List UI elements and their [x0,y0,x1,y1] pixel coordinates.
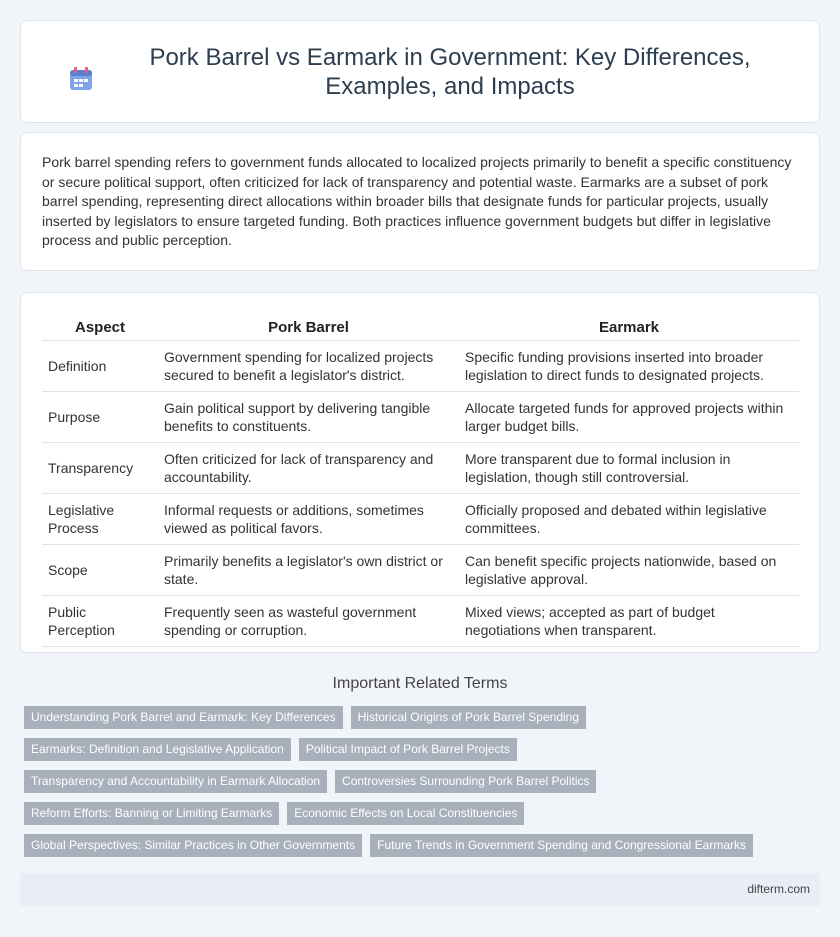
related-term-tag[interactable]: Historical Origins of Pork Barrel Spending [351,706,586,729]
table-row [42,545,799,596]
earmark-cell: Can benefit specific projects nationwide, based on legislative approval. [459,545,799,596]
related-term-tag[interactable]: Global Perspectives: Similar Practices in Other Governments [24,834,362,857]
header-earmark: Earmark [459,313,799,341]
related-terms-list [24,706,814,866]
pork-barrel-cell: Primarily benefits a legislator's own district or state. [158,545,459,596]
table-row [42,392,799,443]
pork-barrel-cell: Informal requests or additions, sometimes viewed as political favors. [158,494,459,545]
table-row [42,596,799,647]
aspect-cell: Public Perception [42,596,158,647]
tag-row [24,834,814,857]
related-term-tag[interactable]: Earmarks: Definition and Legislative Application [24,738,291,761]
aspect-cell: Scope [42,545,158,596]
comparison-table [42,313,799,647]
header-pork-barrel: Pork Barrel [158,313,459,341]
related-term-tag[interactable]: Political Impact of Pork Barrel Projects [299,738,517,761]
related-term-tag[interactable]: Understanding Pork Barrel and Earmark: Key Differences [24,706,343,729]
table-header-row [42,313,799,341]
aspect-cell: Transparency [42,443,158,494]
footer-site-link[interactable]: difterm.com [747,882,810,896]
related-terms-heading: Important Related Terms [332,675,508,692]
pork-barrel-cell: Government spending for localized projects secured to benefit a legislator's district. [158,341,459,392]
related-term-tag[interactable]: Controversies Surrounding Pork Barrel Politics [335,770,596,793]
earmark-cell: More transparent due to formal inclusion in legislation, though still controversial. [459,443,799,494]
aspect-cell: Definition [42,341,158,392]
tag-row [24,706,814,729]
earmark-cell: Specific funding provisions inserted into broader legislation to direct funds to designated projects. [459,341,799,392]
footer [20,873,820,906]
earmark-cell: Officially proposed and debated within legislative committees. [459,494,799,545]
page-title: Pork Barrel vs Earmark in Government: Key Differences, Examples, and Impacts [149,44,751,100]
related-term-tag[interactable]: Reform Efforts: Banning or Limiting Earmarks [24,802,279,825]
table-row [42,341,799,392]
related-term-tag[interactable]: Future Trends in Government Spending and Congressional Earmarks [370,834,753,857]
earmark-cell: Mixed views; accepted as part of budget negotiations when transparent. [459,596,799,647]
table-row [42,443,799,494]
table-row [42,494,799,545]
aspect-cell: Purpose [42,392,158,443]
header-aspect: Aspect [42,313,158,341]
comparison-card [20,292,820,653]
pork-barrel-cell: Often criticized for lack of transparency and accountability. [158,443,459,494]
pork-barrel-cell: Gain political support by delivering tangible benefits to constituents. [158,392,459,443]
title-card [20,20,820,123]
related-term-tag[interactable]: Economic Effects on Local Constituencies [287,802,524,825]
tag-row [24,738,814,761]
aspect-cell: Legislative Process [42,494,158,545]
tag-row [24,802,814,825]
earmark-cell: Allocate targeted funds for approved projects within larger budget bills. [459,392,799,443]
intro-card [20,132,820,271]
tag-row [24,770,814,793]
intro-paragraph: Pork barrel spending refers to government funds allocated to localized projects primarily to benefit a specific constituency or secure political support, often criticized for lack of transparency and potential waste. Earmarks are a subset of pork barrel spending, representing direct allocations within broader bills that designate funds for particular projects, usually inserted by legislators to ensure targeted funding. Both practices influence government budgets but differ in legislative process and public perception. [42,154,792,249]
pork-barrel-cell: Frequently seen as wasteful government spending or corruption. [158,596,459,647]
related-term-tag[interactable]: Transparency and Accountability in Earmark Allocation [24,770,327,793]
